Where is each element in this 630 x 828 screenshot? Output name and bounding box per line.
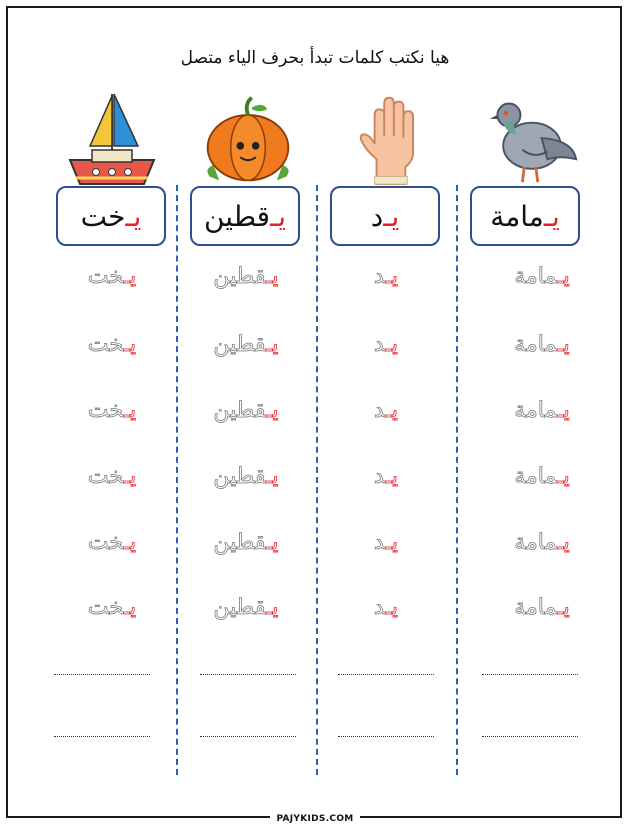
trace-word: يـد: [373, 264, 399, 289]
word-card-yad: يـ د: [330, 186, 440, 246]
word-card-yaqteen: يـ قطين: [190, 186, 300, 246]
trace-word: يـقطين: [213, 464, 279, 489]
trace-word: يـقطين: [213, 530, 279, 555]
writing-line[interactable]: [482, 736, 578, 737]
page-title: هيا نكتب كلمات تبدأ بحرف الياء متصل: [180, 48, 450, 68]
pigeon-icon: [482, 92, 582, 188]
sailboat-icon: [62, 88, 162, 188]
trace-word: يـد: [373, 595, 399, 620]
trace-word: يـقطين: [213, 264, 279, 289]
writing-line[interactable]: [338, 736, 434, 737]
trace-word: يـمامة: [514, 464, 570, 489]
trace-word: يـمامة: [514, 398, 570, 423]
trace-word: يـمامة: [514, 332, 570, 357]
trace-word: يـقطين: [213, 595, 279, 620]
trace-word: يـخت: [87, 398, 137, 423]
trace-word: يـد: [373, 530, 399, 555]
writing-line[interactable]: [338, 674, 434, 675]
column-separator: [456, 185, 458, 775]
footer-site[interactable]: PAJYKIDS.COM: [270, 814, 359, 824]
trace-word: يـخت: [87, 530, 137, 555]
trace-word: يـخت: [87, 595, 137, 620]
writing-line[interactable]: [54, 674, 150, 675]
trace-word: يـمامة: [514, 530, 570, 555]
footer: [0, 806, 630, 825]
pumpkin-icon: [194, 92, 302, 188]
word-card-yamama: يـ مامة: [470, 186, 580, 246]
writing-line[interactable]: [482, 674, 578, 675]
trace-word: يـمامة: [514, 264, 570, 289]
trace-word: يـخت: [87, 264, 137, 289]
trace-word: يـقطين: [213, 398, 279, 423]
trace-word: يـخت: [87, 464, 137, 489]
hand-icon: [340, 92, 440, 188]
trace-word: يـد: [373, 464, 399, 489]
trace-word: يـخت: [87, 332, 137, 357]
writing-line[interactable]: [200, 736, 296, 737]
trace-word: يـد: [373, 398, 399, 423]
writing-line[interactable]: [200, 674, 296, 675]
trace-word: يـقطين: [213, 332, 279, 357]
trace-word: يـد: [373, 332, 399, 357]
trace-word: يـمامة: [514, 595, 570, 620]
writing-line[interactable]: [54, 736, 150, 737]
word-card-yakht: يـ خت: [56, 186, 166, 246]
